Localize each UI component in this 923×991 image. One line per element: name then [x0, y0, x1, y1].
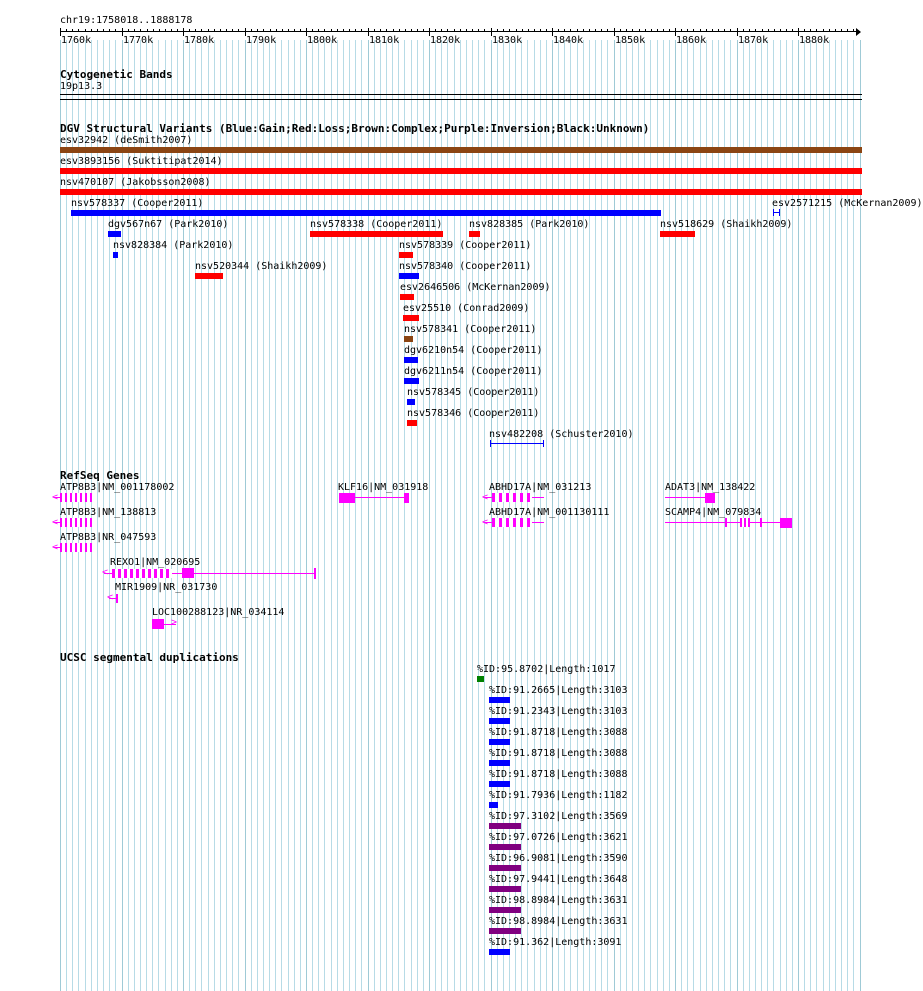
feature-label: esv3893156 (Suktitipat2014): [60, 156, 223, 167]
gene-exons: [492, 518, 532, 527]
ruler-tick-label: 1810k: [369, 35, 400, 46]
ruler-minor-tick: [331, 29, 332, 32]
feature-label: nsv470107 (Jakobsson2008): [60, 177, 211, 188]
feature-bar: [489, 865, 521, 871]
strand-left-icon: <: [52, 517, 59, 528]
feature-label: %ID:97.0726|Length:3621: [489, 832, 628, 843]
feature-bar: [489, 781, 510, 787]
feature-bar: [403, 315, 419, 321]
ruler-minor-tick: [730, 29, 731, 32]
ruler-minor-tick: [718, 29, 719, 32]
ruler-minor-tick: [177, 29, 178, 32]
feature-bar: [489, 697, 510, 703]
feature-label: %ID:96.9081|Length:3590: [489, 853, 628, 864]
feature-bar: [489, 907, 521, 913]
ruler-minor-tick: [478, 29, 479, 32]
ruler-minor-tick: [380, 29, 381, 32]
feature-label: esv25510 (Conrad2009): [403, 303, 530, 314]
ruler-minor-tick: [558, 29, 559, 32]
gene-label: LOC100288123|NR_034114: [152, 607, 285, 618]
ruler-minor-tick: [288, 29, 289, 32]
ruler-minor-tick: [312, 29, 313, 32]
ruler-minor-tick: [706, 29, 707, 32]
ruler-tick-label: 1800k: [307, 35, 338, 46]
ruler-minor-tick: [454, 29, 455, 32]
feature-label: %ID:97.9441|Length:3648: [489, 874, 628, 885]
feature-label: nsv518629 (Shaikh2009): [660, 219, 793, 230]
gene-label: SCAMP4|NM_079834: [665, 507, 762, 518]
ruler-minor-tick: [472, 29, 473, 32]
ruler-minor-tick: [743, 29, 744, 32]
ruler-minor-tick: [386, 29, 387, 32]
ruler-tick-label: 1760k: [61, 35, 92, 46]
ruler-minor-tick: [460, 29, 461, 32]
ruler-minor-tick: [423, 29, 424, 32]
ruler-minor-tick: [503, 29, 504, 32]
gene-exon: [152, 619, 164, 629]
feature-bar: [404, 336, 413, 342]
feature-label: nsv578338 (Cooper2011): [310, 219, 443, 230]
gene-exon: [116, 594, 118, 603]
segdup-track-title: UCSC segmental duplications: [60, 651, 239, 664]
ruler-minor-tick: [853, 29, 854, 32]
feature-bar: [404, 378, 419, 384]
ruler-minor-tick: [134, 29, 135, 32]
ruler-minor-tick: [583, 29, 584, 32]
ruler-minor-tick: [393, 29, 394, 32]
strand-right-icon: >: [171, 617, 178, 628]
feature-bar: [400, 294, 414, 300]
ruler-minor-tick: [103, 29, 104, 32]
gene-label: MIR1909|NR_031730: [115, 582, 218, 593]
ruler-minor-tick: [115, 29, 116, 32]
gene-label: ABHD17A|NM_031213: [489, 482, 592, 493]
ruler-minor-tick: [651, 29, 652, 32]
feature-label: %ID:91.362|Length:3091: [489, 937, 622, 948]
feature-bar: [489, 739, 510, 745]
gene-exons: [492, 493, 532, 502]
feature-label: dgv6211n54 (Cooper2011): [404, 366, 543, 377]
feature-bar: [490, 443, 544, 444]
feature-bar: [71, 210, 661, 216]
ruler-minor-tick: [66, 29, 67, 32]
feature-label: %ID:98.8984|Length:3631: [489, 916, 628, 927]
ruler-minor-tick: [687, 29, 688, 32]
ruler-minor-tick: [645, 29, 646, 32]
ruler-minor-tick: [755, 29, 756, 32]
ruler-minor-tick: [109, 29, 110, 32]
ruler-minor-tick: [534, 29, 535, 32]
gene-label: ADAT3|NM_138422: [665, 482, 756, 493]
gene-exons: [60, 518, 94, 527]
feature-bar: [195, 273, 223, 279]
ruler-minor-tick: [270, 29, 271, 32]
ruler-minor-tick: [484, 29, 485, 32]
ruler-minor-tick: [516, 29, 517, 32]
ruler-minor-tick: [282, 29, 283, 32]
ruler-minor-tick: [663, 29, 664, 32]
ruler-minor-tick: [509, 29, 510, 32]
ruler-minor-tick: [208, 29, 209, 32]
ruler-tick-label: 1850k: [615, 35, 646, 46]
feature-bar: [407, 420, 417, 426]
feature-label: nsv578340 (Cooper2011): [399, 261, 532, 272]
feature-bar-cap: [543, 440, 544, 447]
feature-bar: [489, 802, 498, 808]
feature-bar-cap: [490, 440, 491, 447]
ruler-minor-tick: [147, 29, 148, 32]
feature-label: %ID:97.3102|Length:3569: [489, 811, 628, 822]
ruler-minor-tick: [251, 29, 252, 32]
ruler-minor-tick: [276, 29, 277, 32]
gene-label: KLF16|NM_031918: [338, 482, 429, 493]
feature-label: nsv578345 (Cooper2011): [407, 387, 540, 398]
ruler-minor-tick: [263, 29, 264, 32]
ruler-minor-tick: [497, 29, 498, 32]
ruler-minor-tick: [349, 29, 350, 32]
ruler-minor-tick: [749, 29, 750, 32]
ruler-minor-tick: [466, 29, 467, 32]
ruler-minor-tick: [153, 29, 154, 32]
ruler-tick-label: 1830k: [492, 35, 523, 46]
ruler-minor-tick: [564, 29, 565, 32]
feature-bar-cap: [773, 209, 774, 216]
feature-label: esv2646506 (McKernan2009): [400, 282, 551, 293]
ruler-minor-tick: [78, 29, 79, 32]
ruler-tick-label: 1880k: [799, 35, 830, 46]
feature-bar-cap: [779, 209, 780, 216]
gene-exon: [182, 568, 194, 578]
cytoband-track-title: Cytogenetic Bands: [60, 68, 173, 81]
strand-left-icon: <: [107, 592, 114, 603]
ruler-minor-tick: [374, 29, 375, 32]
strand-left-icon: <: [52, 492, 59, 503]
feature-bar: [489, 760, 510, 766]
cytoband-bottom-line: [60, 99, 862, 100]
ruler-minor-tick: [337, 29, 338, 32]
ruler-tick-label: 1780k: [184, 35, 215, 46]
feature-bar: [399, 252, 413, 258]
ruler-minor-tick: [411, 29, 412, 32]
feature-bar: [113, 252, 118, 258]
gene-label: ABHD17A|NM_001130111: [489, 507, 610, 518]
ruler-minor-tick: [447, 29, 448, 32]
feature-label: dgv567n67 (Park2010): [108, 219, 229, 230]
feature-bar: [310, 231, 443, 237]
ruler-minor-tick: [810, 29, 811, 32]
ruler-minor-tick: [724, 29, 725, 32]
ruler-minor-tick: [804, 29, 805, 32]
feature-label: %ID:95.8702|Length:1017: [477, 664, 616, 675]
feature-bar: [60, 168, 862, 174]
feature-label: nsv520344 (Shaikh2009): [195, 261, 328, 272]
ruler-minor-tick: [774, 29, 775, 32]
ruler-tick-label: 1770k: [123, 35, 154, 46]
ruler-minor-tick: [700, 29, 701, 32]
ruler-minor-tick: [589, 29, 590, 32]
feature-bar: [399, 273, 419, 279]
ruler-minor-tick: [657, 29, 658, 32]
ruler-minor-tick: [540, 29, 541, 32]
feature-bar: [60, 189, 862, 195]
ruler-minor-tick: [214, 29, 215, 32]
ruler-minor-tick: [195, 29, 196, 32]
ruler-minor-tick: [226, 29, 227, 32]
ruler-minor-tick: [693, 29, 694, 32]
ruler-minor-tick: [632, 29, 633, 32]
ruler-minor-tick: [823, 29, 824, 32]
ruler-minor-tick: [786, 29, 787, 32]
ruler-minor-tick: [171, 29, 172, 32]
ruler-minor-tick: [257, 29, 258, 32]
ruler-minor-tick: [570, 29, 571, 32]
ruler-minor-tick: [528, 29, 529, 32]
feature-bar: [489, 844, 521, 850]
ruler-tick-label: 1820k: [430, 35, 461, 46]
gene-exon: [339, 493, 355, 503]
gene-exon: [404, 493, 409, 503]
strand-left-icon: <: [102, 567, 109, 578]
feature-bar: [404, 357, 418, 363]
ruler-minor-tick: [816, 29, 817, 32]
feature-bar: [407, 399, 415, 405]
ruler-minor-tick: [232, 29, 233, 32]
ruler-minor-tick: [595, 29, 596, 32]
ruler-minor-tick: [343, 29, 344, 32]
gene-label: ATP8B3|NM_138813: [60, 507, 157, 518]
feature-label: nsv828385 (Park2010): [469, 219, 590, 230]
ruler-tick-label: 1870k: [738, 35, 769, 46]
locus-label: chr19:1758018..1888178: [60, 15, 193, 26]
ruler-arrow-icon: [856, 28, 861, 36]
ruler-minor-tick: [355, 29, 356, 32]
gene-exon: [314, 568, 316, 579]
gene-exons: [60, 493, 94, 502]
ruler-minor-tick: [577, 29, 578, 32]
feature-bar: [489, 928, 521, 934]
cytoband-label: 19p13.3: [60, 81, 103, 92]
refseq-track-title: RefSeq Genes: [60, 469, 140, 482]
feature-bar: [477, 676, 484, 682]
ruler-minor-tick: [435, 29, 436, 32]
feature-label: dgv6210n54 (Cooper2011): [404, 345, 543, 356]
ruler-minor-tick: [159, 29, 160, 32]
ruler-minor-tick: [681, 29, 682, 32]
ruler-minor-tick: [835, 29, 836, 32]
ruler-minor-tick: [829, 29, 830, 32]
ruler-minor-tick: [780, 29, 781, 32]
ruler-minor-tick: [72, 29, 73, 32]
ruler-minor-tick: [399, 29, 400, 32]
gene-exons: [112, 569, 172, 578]
ruler-minor-tick: [238, 29, 239, 32]
gene-intron: [665, 522, 792, 523]
strand-left-icon: <: [482, 492, 489, 503]
ruler-minor-tick: [762, 29, 763, 32]
cytoband-top-line: [60, 94, 862, 95]
ruler-minor-tick: [300, 29, 301, 32]
feature-bar: [489, 949, 510, 955]
ruler-minor-tick: [405, 29, 406, 32]
ruler-minor-tick: [324, 29, 325, 32]
gene-exon: [760, 518, 762, 527]
ruler-minor-tick: [128, 29, 129, 32]
ruler-minor-tick: [522, 29, 523, 32]
dgv-track-title: DGV Structural Variants (Blue:Gain;Red:Loss;Brown:Complex;Purple:Inversion;Black:Unknown): [60, 122, 650, 135]
feature-bar: [60, 147, 862, 153]
gene-exons: [740, 518, 750, 527]
feature-label: %ID:91.2343|Length:3103: [489, 706, 628, 717]
feature-label: nsv578346 (Cooper2011): [407, 408, 540, 419]
ruler-minor-tick: [768, 29, 769, 32]
ruler-minor-tick: [165, 29, 166, 32]
feature-bar: [489, 718, 510, 724]
feature-label: %ID:98.8984|Length:3631: [489, 895, 628, 906]
ruler-minor-tick: [97, 29, 98, 32]
ruler[interactable]: [0, 26, 890, 48]
ruler-minor-tick: [85, 29, 86, 32]
strand-left-icon: <: [52, 542, 59, 553]
feature-label: %ID:91.8718|Length:3088: [489, 769, 628, 780]
ruler-tick-label: 1840k: [553, 35, 584, 46]
ruler-minor-tick: [607, 29, 608, 32]
ruler-minor-tick: [140, 29, 141, 32]
gene-exons: [60, 543, 94, 552]
ruler-minor-tick: [318, 29, 319, 32]
ruler-minor-tick: [201, 29, 202, 32]
feature-label: %ID:91.7936|Length:1182: [489, 790, 628, 801]
ruler-minor-tick: [417, 29, 418, 32]
feature-label: %ID:91.2665|Length:3103: [489, 685, 628, 696]
ruler-minor-tick: [546, 29, 547, 32]
ruler-minor-tick: [639, 29, 640, 32]
ruler-minor-tick: [220, 29, 221, 32]
feature-bar: [660, 231, 695, 237]
feature-label: %ID:91.8718|Length:3088: [489, 727, 628, 738]
feature-bar: [108, 231, 121, 237]
ruler-tick-label: 1790k: [246, 35, 277, 46]
ruler-tick-label: 1860k: [676, 35, 707, 46]
strand-left-icon: <: [482, 517, 489, 528]
gene-label: ATP8B3|NM_001178002: [60, 482, 175, 493]
ruler-minor-tick: [841, 29, 842, 32]
feature-label: nsv578337 (Cooper2011): [71, 198, 204, 209]
feature-label: nsv482208 (Schuster2010): [489, 429, 634, 440]
gene-exon: [705, 493, 715, 503]
ruler-minor-tick: [792, 29, 793, 32]
feature-label: nsv578341 (Cooper2011): [404, 324, 537, 335]
feature-label: esv32942 (deSmith2007): [60, 135, 193, 146]
gene-exon: [780, 518, 792, 528]
feature-bar: [469, 231, 480, 237]
ruler-minor-tick: [189, 29, 190, 32]
gene-label: REXO1|NM_020695: [110, 557, 201, 568]
ruler-minor-tick: [712, 29, 713, 32]
feature-label: esv2571215 (McKernan2009): [772, 198, 923, 209]
ruler-minor-tick: [620, 29, 621, 32]
feature-bar: [489, 886, 521, 892]
ruler-minor-tick: [91, 29, 92, 32]
feature-label: nsv828384 (Park2010): [113, 240, 234, 251]
ruler-minor-tick: [294, 29, 295, 32]
ruler-minor-tick: [361, 29, 362, 32]
ruler-minor-tick: [441, 29, 442, 32]
ruler-minor-tick: [847, 29, 848, 32]
feature-label: %ID:91.8718|Length:3088: [489, 748, 628, 759]
feature-bar: [489, 823, 521, 829]
ruler-minor-tick: [669, 29, 670, 32]
feature-label: nsv578339 (Cooper2011): [399, 240, 532, 251]
gene-exon: [725, 518, 727, 527]
ruler-minor-tick: [601, 29, 602, 32]
gene-label: ATP8B3|NR_047593: [60, 532, 157, 543]
ruler-minor-tick: [626, 29, 627, 32]
